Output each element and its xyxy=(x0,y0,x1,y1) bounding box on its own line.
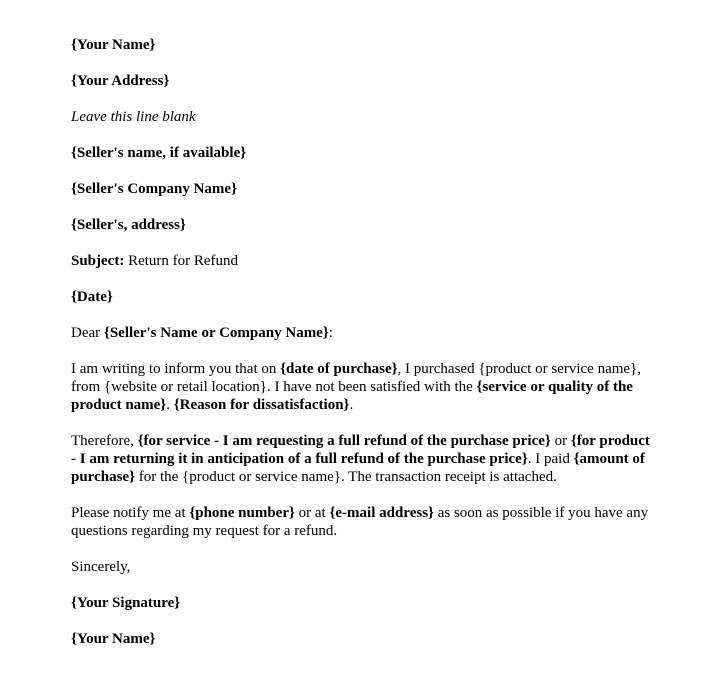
subject-text: Return for Refund xyxy=(124,253,239,269)
closing-name: {Your Name} xyxy=(71,631,156,647)
p2-text-1: Therefore, xyxy=(71,433,138,449)
p1-text-1: I am writing to inform you that on xyxy=(71,361,281,377)
p3-email-address: {e-mail address} xyxy=(329,505,434,521)
p1-service-or-quality: {service or quality of the product name} xyxy=(71,379,633,413)
salutation-suffix: : xyxy=(328,325,333,341)
p1-reason: {Reason for dissatisfaction} xyxy=(173,397,350,413)
closing: Sincerely, xyxy=(71,559,131,575)
salutation-name: {Seller's Name or Company Name} xyxy=(103,325,329,341)
letter-date: {Date} xyxy=(71,289,113,305)
p1-text-4: . xyxy=(349,397,354,413)
body-paragraph-3 xyxy=(71,504,651,540)
p3-text-2: or at xyxy=(294,505,330,521)
p3-text-3: as soon as possible if you have any questions regarding my request for a refund. xyxy=(71,505,649,539)
salutation xyxy=(71,324,651,342)
blank-line-note: Leave this line blank xyxy=(71,109,196,125)
p2-amount-of-purchase: {amount of purchase} xyxy=(71,451,645,485)
body-paragraph-1 xyxy=(71,360,651,414)
sender-name: {Your Name} xyxy=(71,37,156,53)
sender-address: {Your Address} xyxy=(71,73,170,89)
p3-text-1: Please notify me at xyxy=(71,505,190,521)
p2-for-service: {for service - I am requesting a full refund of the purchase price} xyxy=(137,433,551,449)
p1-text-2: , I purchased {product or service name}, from {website or retail location}. I have not been satisfied with the xyxy=(71,361,642,395)
subject-line xyxy=(71,252,651,270)
signature: {Your Signature} xyxy=(71,595,181,611)
p1-date-of-purchase: {date of purchase} xyxy=(280,361,398,377)
p1-text-3: . xyxy=(166,397,174,413)
subject-label: Subject: xyxy=(71,253,125,269)
letter-document xyxy=(71,36,651,666)
seller-name: {Seller's name, if available} xyxy=(71,145,247,161)
seller-address: {Seller's, address} xyxy=(71,217,186,233)
p2-text-4: for the {product or service name}. The transaction receipt is attached. xyxy=(134,469,557,485)
p2-for-product: {for product - I am returning it in anticipation of a full refund of the purchase price} xyxy=(71,433,650,467)
p2-text-3: . I paid xyxy=(527,451,574,467)
p2-text-2: or xyxy=(550,433,571,449)
salutation-prefix: Dear xyxy=(71,325,104,341)
seller-company-name: {Seller's Company Name} xyxy=(71,181,237,197)
p3-phone-number: {phone number} xyxy=(189,505,295,521)
body-paragraph-2 xyxy=(71,432,651,486)
